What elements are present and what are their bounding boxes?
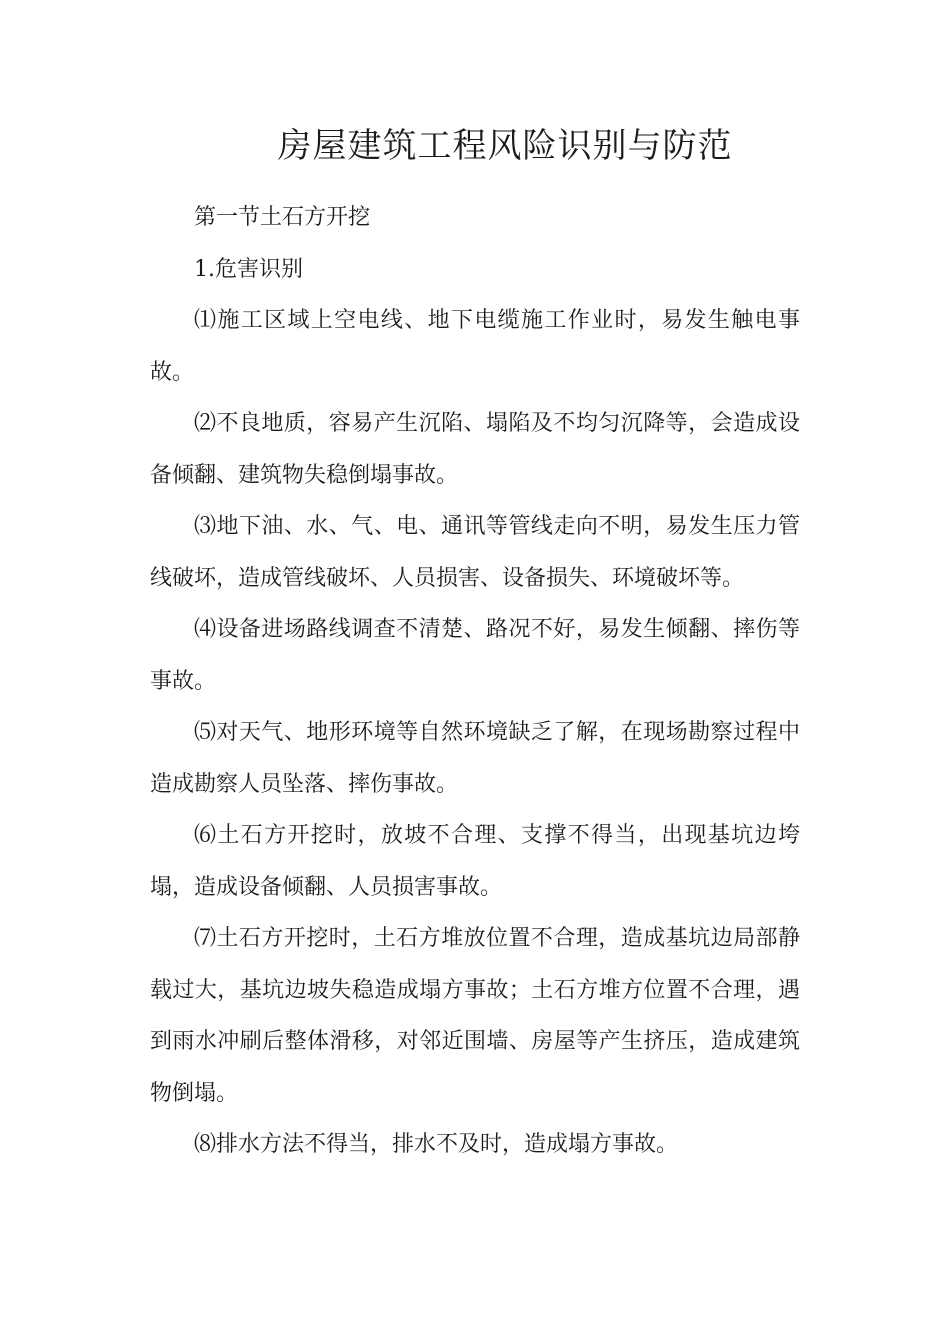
document-title: 房屋建筑工程风险识别与防范: [277, 126, 733, 166]
hazard-item-3: ⑶地下油、水、气、电、通讯等管线走向不明，易发生压力管线破坏，造成管线破坏、人员损害、设备损失、环境破坏等。: [150, 514, 800, 591]
hazard-item-4: ⑷设备进场路线调查不清楚、路况不好，易发生倾翻、摔伤等事故。: [150, 617, 800, 694]
hazard-item-5: ⑸对天气、地形环境等自然环境缺乏了解，在现场勘察过程中造成勘察人员坠落、摔伤事故。: [150, 720, 800, 797]
subsection-heading: 1.危害识别: [194, 256, 303, 282]
hazard-item-2: ⑵不良地质，容易产生沉陷、塌陷及不均匀沉降等，会造成设备倾翻、建筑物失稳倒塌事故。: [150, 411, 800, 488]
section-heading: 第一节土石方开挖: [194, 205, 371, 230]
document-body: [150, 192, 800, 1171]
hazard-item-7: ⑺土石方开挖时，土石方堆放位置不合理，造成基坑边局部静载过大，基坑边坡失稳造成塌方事故；土石方堆方位置不合理，遇到雨水冲刷后整体滑移，对邻近围墙、房屋等产生挤压，造成建筑物倒塌。: [150, 926, 800, 1106]
hazard-item-6: ⑹土石方开挖时，放坡不合理、支撑不得当，出现基坑边垮塌，造成设备倾翻、人员损害事故。: [150, 823, 800, 900]
hazard-item-1: ⑴施工区域上空电线、地下电缆施工作业时，易发生触电事故。: [150, 308, 800, 385]
hazard-item-8: ⑻排水方法不得当，排水不及时，造成塌方事故。: [194, 1132, 679, 1157]
